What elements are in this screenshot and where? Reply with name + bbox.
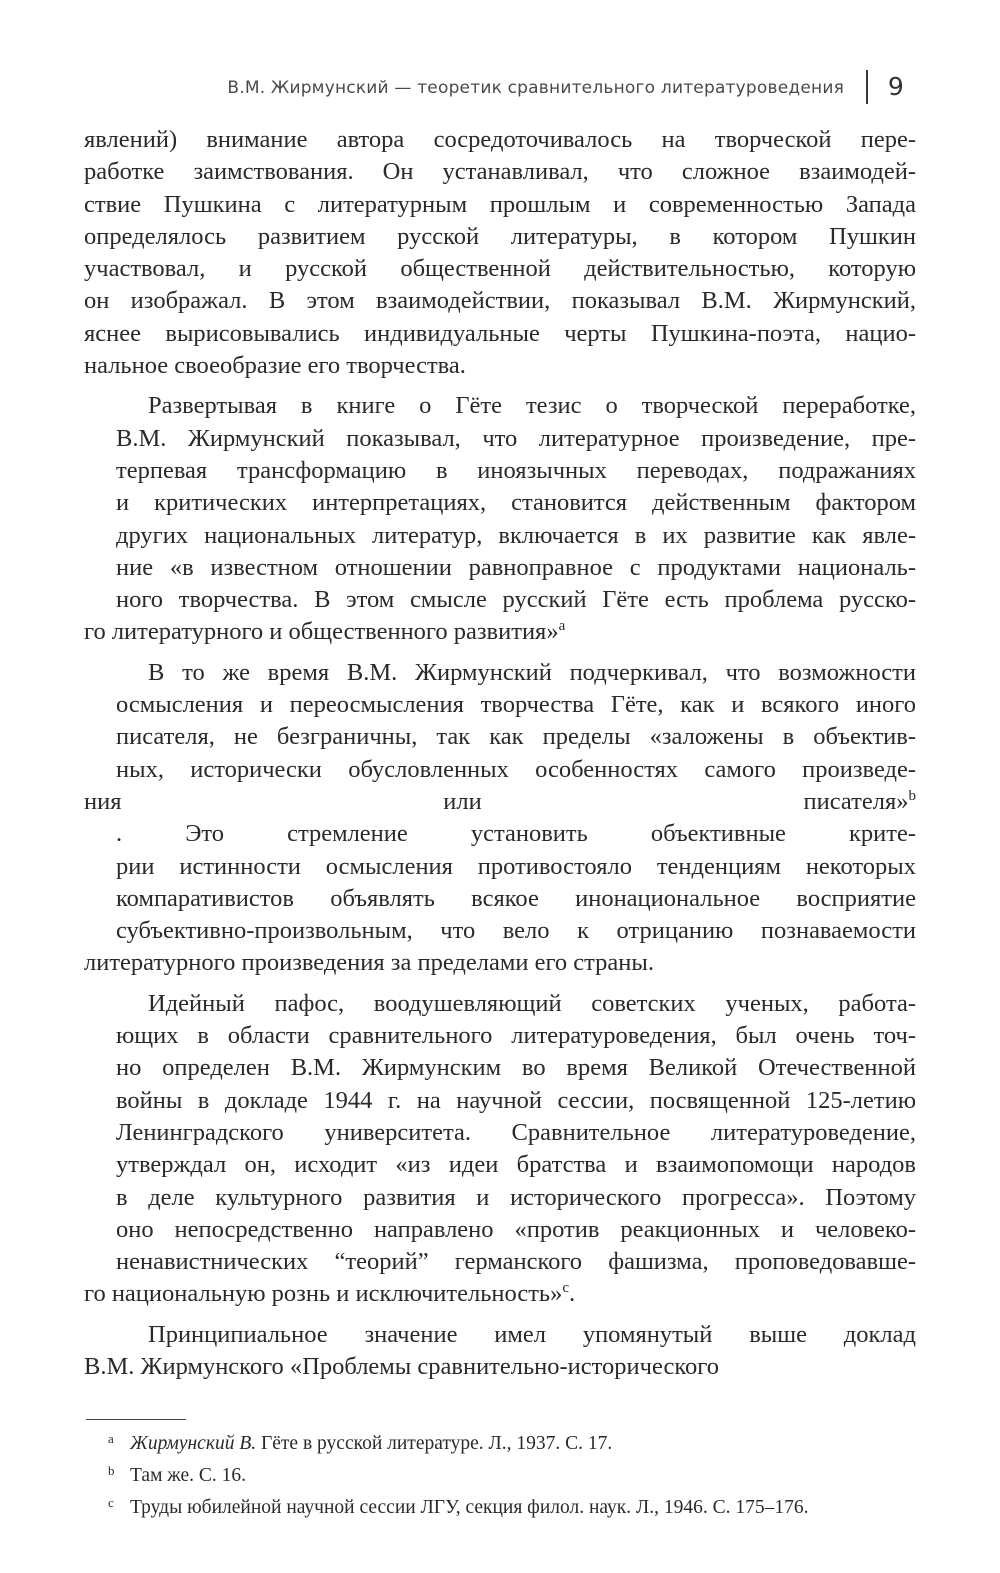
text-line: писателя, не безграничны, так как пределы «заложены в объектив-	[116, 723, 916, 751]
footnotes	[84, 1428, 916, 1524]
text-line: В.М. Жирмунского «Проблемы сравнительно-исторического	[84, 1352, 719, 1380]
text-line: В то же время В.М. Жирмунский подчеркивал, что возможности	[148, 658, 916, 686]
paragraph	[84, 124, 916, 382]
text-line: терпевая трансформацию в иноязычных переводах, подражаниях	[116, 456, 916, 484]
text-line: ных, исторически обусловленных особенностях самого произведе-	[116, 755, 916, 783]
text-line: нальное своеобразие его творчества.	[84, 352, 466, 380]
text-line: оно непосредственно направлено «против реакционных и человеко-	[116, 1215, 916, 1243]
footnote-text: Гёте в русской литературе. Л., 1937. С. 17.	[256, 1433, 613, 1454]
page-number: 9	[887, 72, 904, 101]
footnote-ref: a	[558, 618, 566, 635]
paragraph	[84, 390, 916, 648]
text-line: ния или писателя»	[84, 787, 909, 815]
text-line: В.М. Жирмунский показывал, что литературное произведение, пре-	[116, 424, 916, 452]
footnote: b Там же. С. 16.	[108, 1463, 247, 1486]
text-line: но определен В.М. Жирмунским во время Великой Отечественной	[116, 1054, 916, 1082]
text-line: Идейный пафос, воодушевляющий советских ученых, работа-	[148, 989, 916, 1017]
text-line: литературного произведения за пределами его страны.	[84, 949, 654, 977]
footnote-text: Труды юбилейной научной сессии ЛГУ, секция филол. наук. Л., 1946. С. 175–176.	[130, 1497, 809, 1518]
footnote-text: Там же. С. 16.	[130, 1465, 247, 1486]
text-line: субъективно-произвольным, что вело к отрицанию познаваемости	[116, 917, 916, 945]
footnote: c Труды юбилейной научной сессии ЛГУ, секция филол. наук. Л., 1946. С. 175–176.	[108, 1495, 809, 1518]
text-line: .	[569, 1280, 576, 1308]
running-title: В.М. Жирмунский — теоретик сравнительного литературоведения	[227, 78, 844, 98]
text-line: ствие Пушкина с литературным прошлым и современностью Запада	[84, 190, 916, 218]
paragraph	[84, 988, 916, 1311]
text-line: ющих в области сравнительного литературоведения, был очень точ-	[116, 1022, 916, 1050]
text-line: ние «в известном отношении равноправное с продуктами националь-	[116, 553, 916, 581]
text-line: компаративистов объявлять всякое инонациональное восприятие	[116, 884, 916, 912]
text-line: рии истинности осмысления противостояло тенденциям некоторых	[116, 852, 916, 880]
header-divider	[866, 70, 868, 104]
footnote-separator	[86, 1419, 186, 1420]
paragraph	[84, 1319, 916, 1384]
text-line: других национальных литератур, включается в их развитие как явле-	[116, 521, 916, 549]
text-line: . Это стремление установить объективные крите-	[116, 820, 916, 848]
running-header	[120, 66, 912, 110]
text-line: Развертывая в книге о Гёте тезис о творческой переработке,	[148, 392, 916, 420]
text-line: Ленинградского университета. Сравнительное литературоведение,	[116, 1118, 916, 1146]
footnote: a Жирмунский В. Гёте в русской литературе. Л., 1937. С. 17.	[108, 1431, 613, 1454]
text-line: работке заимствования. Он устанавливал, что сложное взаимодей-	[84, 158, 916, 186]
text-line: яснее вырисовывались индивидуальные черты Пушкина-поэта, нацио-	[84, 319, 916, 347]
text-line: утверждал он, исходит «из идеи братства и взаимопомощи народов	[116, 1151, 916, 1179]
text-line: го национальную рознь и исключительность»	[84, 1280, 563, 1308]
text-line: го литературного и общественного развития»	[84, 618, 559, 646]
text-line: и критических интерпретациях, становится действенным фактором	[116, 489, 916, 517]
text-line: явлений) внимание автора сосредоточивалось на творческой пере-	[84, 126, 916, 153]
main-text	[84, 124, 916, 1391]
paragraph	[84, 657, 916, 980]
text-line: участвовал, и русской общественной действительностью, которую	[84, 255, 916, 283]
text-line: ного творчества. В этом смысле русский Гёте есть проблема русско-	[116, 586, 916, 614]
text-line: он изображал. В этом взаимодействии, показывал В.М. Жирмунский,	[84, 287, 916, 315]
text-line: осмысления и переосмысления творчества Гёте, как и всякого иного	[116, 691, 916, 719]
text-line: определялось развитием русской литературы, в котором Пушкин	[84, 222, 916, 250]
text-line: войны в докладе 1944 г. на научной сессии, посвященной 125-летию	[116, 1086, 916, 1114]
footnote-ref: c	[562, 1280, 570, 1297]
text-line: ненавистнических “теорий” германского фашизма, проповедовавше-	[116, 1248, 916, 1276]
footnote-ref: b	[908, 787, 916, 804]
text-line: Принципиальное значение имел упомянутый выше доклад	[148, 1320, 916, 1348]
text-line: в деле культурного развития и исторического прогресса». Поэтому	[116, 1183, 916, 1211]
footnote-author: Жирмунский В.	[130, 1433, 257, 1454]
